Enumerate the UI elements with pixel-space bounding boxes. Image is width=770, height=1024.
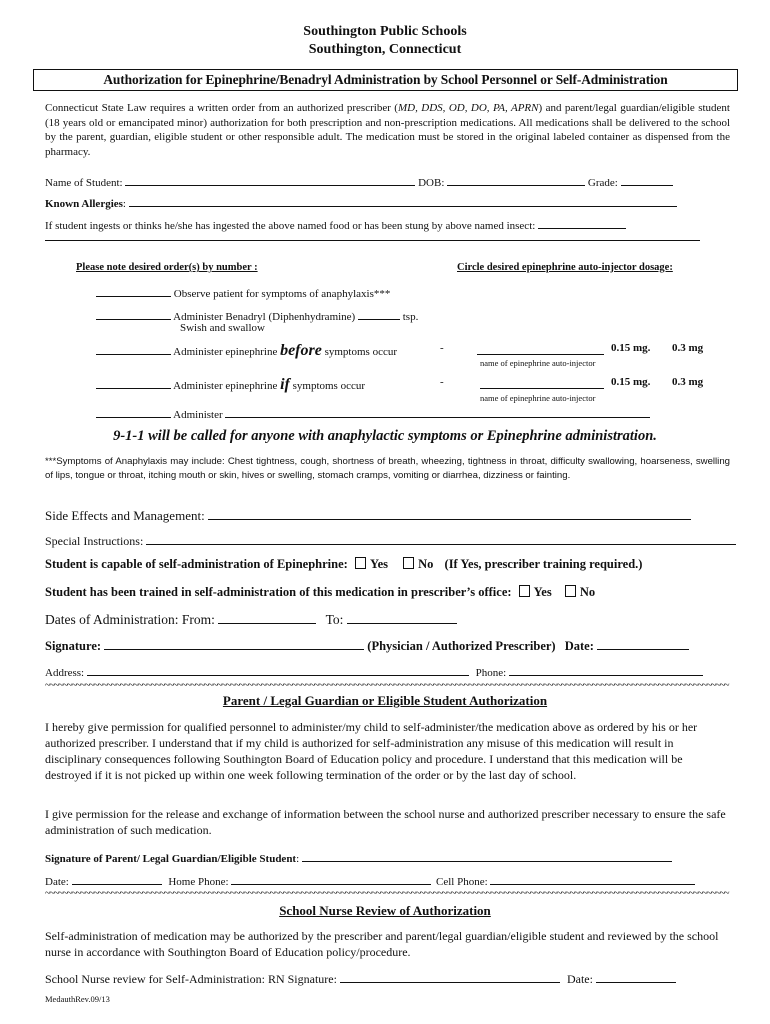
cell-phone-field[interactable] — [490, 872, 695, 885]
self-admin-yes-label: Yes — [369, 557, 388, 571]
home-phone-label: Home Phone: — [168, 876, 229, 888]
order-epi-before — [96, 342, 397, 360]
trained-no-checkbox[interactable] — [565, 585, 576, 597]
ingest-label: If student ingests or thinks he/she has ingested the above named food or has been stung by above named insect: — [45, 220, 536, 232]
epi-before-injector-caption: name of epinephrine auto-injector — [480, 358, 596, 368]
order-benadryl-label: Administer Benadryl (Diphenhydramine) — [173, 311, 356, 323]
order-observe-label: Observe patient for symptoms of anaphylaxis*** — [173, 288, 391, 300]
separator-2: ~~~~~~~~~~~~~~~~~~~~~~~~~~~~~~~~~~~~~~~~~~~~~~~~~~~~~~~~~~~~~~~~~~~~~~~~~~~~~~~~~~~~~~~~~~~~~~~~~~~~~~~~~~~~~~~~~~~~~~~~~~~~~~~~~~~~~~~~~~~~~~~~~~~~~~~~~~~ — [45, 888, 729, 899]
order-benadryl-number[interactable] — [96, 307, 171, 320]
nurse-review-row: School Nurse review for Self-Administration: RN Signature: Date: — [45, 970, 676, 987]
intro-paragraph: Connecticut State Law requires a written order from an authorized prescriber (MD, DDS, OD, DO, PA, APRN) and parent/legal guardian/eligible student (18 years old or emancipated minor) authorization for both prescription and non-prescription medications. All medications shall be delivered to the school by the parent, guardian, eligible student or other responsible adult. The medication must be stored in the original labeled container as dispensed from the pharmacy. — [45, 102, 730, 158]
revision-footer: MedauthRev.09/13 — [45, 994, 110, 1004]
benadryl-amount-field[interactable] — [358, 307, 400, 320]
swish-label: Swish and swallow — [180, 322, 265, 334]
order-observe-number[interactable] — [96, 284, 171, 297]
grade-field[interactable] — [621, 173, 673, 186]
prescriber-signature-row: Signature: (Physician / Authorized Prescriber) Date: — [45, 637, 689, 654]
tsp-label: tsp. — [402, 311, 419, 323]
self-admin-no-label: No — [418, 557, 434, 571]
nurse-paragraph: Self-administration of medication may be authorized by the prescriber and parent/legal guardian/eligible student and reviewed by the school nurse in accordance with Southington Board of Education policy/procedure. — [45, 929, 719, 959]
nurse-date-field[interactable] — [596, 970, 676, 983]
student-name-row — [45, 173, 673, 189]
epi-before-dose-03[interactable]: 0.3 mg — [672, 342, 704, 354]
phone-field[interactable] — [509, 663, 703, 676]
nurse-date-label: Date: — [566, 972, 593, 986]
home-phone-field[interactable] — [231, 872, 431, 885]
allergies-row: Known Allergies: — [45, 194, 677, 210]
epi-before-injector-field[interactable] — [477, 342, 604, 355]
trained-yes-label: Yes — [533, 585, 552, 599]
parent-paragraph-2: I give permission for the release and exchange of information between the school nurse and authorized prescriber necessary to ensure the safe administration of such medication. — [45, 807, 726, 837]
address-field[interactable] — [87, 663, 469, 676]
parent-paragraph-1: I hereby give permission for qualified personnel to administer/my child to self-administer/the medication above as ordered by his or her authorized prescriber. I understand that if my child is authorized for self-administration any misuse of this medication will result in disciplinary consequences following Southington Board of Education policy and procedure. I understand that this medication will be destroyed if it is not picked up within one week following termination of the order or by the last day of school. — [45, 720, 698, 782]
parent-date-field[interactable] — [72, 872, 162, 885]
special-instructions-field[interactable] — [146, 532, 736, 545]
title-box — [33, 69, 738, 91]
order-benadryl — [96, 307, 418, 323]
symptoms-note: ***Symptoms of Anaphylaxis may include: Chest tightness, cough, shortness of breath, wheezing, tightness in throat, difficulty swallowing, hoarseness, swelling of lips, tongue or throat, itching mouth or skin, hives or swelling, stomach cramps, vomiting or diarrhea, dizziness or fainting. — [45, 456, 730, 481]
epi-if-injector-caption: name of epinephrine auto-injector — [480, 393, 596, 403]
order-observe — [96, 284, 390, 300]
cell-phone-label: Cell Phone: — [436, 876, 488, 888]
orders-heading: Please note desired order(s) by number : — [76, 262, 258, 273]
ingest-row — [45, 216, 626, 232]
prescriber-signature-field[interactable] — [104, 637, 364, 650]
order-epi-if — [96, 376, 365, 394]
emergency-statement: 9-1-1 will be called for anyone with anaphylactic symptoms or Epinephrine administration. — [113, 428, 657, 444]
dosage-heading: Circle desired epinephrine auto-injector dosage: — [457, 262, 673, 273]
dob-field[interactable] — [447, 173, 585, 186]
dates-row — [45, 611, 457, 628]
order-other-field[interactable] — [225, 405, 650, 418]
form-title: Authorization for Epinephrine/Benadryl Administration by School Personnel or Self-Administration — [103, 72, 668, 87]
nurse-review-label: School Nurse review for Self-Administration: RN Signature — [45, 972, 334, 986]
student-name-label: Name of Student: — [45, 177, 123, 189]
address-label: Address: — [45, 667, 85, 679]
ingest-line-2[interactable] — [45, 240, 700, 241]
prescriber-signature-label: Signature — [45, 639, 97, 653]
side-effects-field[interactable] — [208, 506, 691, 520]
epi-before-dash: - — [440, 342, 444, 354]
prescriber-signature-role: (Physician / Authorized Prescriber) — [367, 639, 556, 653]
dob-label: DOB: — [418, 177, 445, 189]
parent-signature-label: Signature of Parent/ Legal Guardian/Eligible Student — [45, 853, 297, 865]
parent-heading: Parent / Legal Guardian or Eligible Student Authorization — [222, 693, 548, 708]
order-other — [96, 405, 650, 421]
epi-if-injector-field[interactable] — [480, 376, 604, 389]
trained-yes-checkbox[interactable] — [519, 585, 530, 597]
phone-label: Phone: — [475, 667, 507, 679]
epi-before-emphasis: before — [280, 342, 322, 359]
address-row — [45, 663, 703, 679]
epi-if-dash: - — [440, 376, 444, 388]
epi-if-suffix: symptoms occur — [292, 380, 366, 392]
epi-before-dose-015[interactable]: 0.15 mg. — [611, 342, 651, 354]
epi-if-emphasis: if — [280, 376, 290, 393]
epi-if-label: Administer epinephrine — [173, 380, 278, 392]
allergies-field[interactable] — [129, 194, 677, 207]
side-effects-label: Side Effects and Management: — [45, 508, 205, 523]
grade-label: Grade: — [587, 177, 618, 189]
student-name-field[interactable] — [125, 173, 415, 186]
special-instructions-label: Special Instructions: — [45, 534, 144, 548]
self-admin-label: Student is capable of self-administration of Epinephrine: — [45, 557, 348, 571]
order-epi-if-number[interactable] — [96, 376, 171, 389]
nurse-heading: School Nurse Review of Authorization — [279, 903, 491, 918]
dates-from-label: Dates of Administration: From: — [45, 612, 215, 627]
school-city: Southington, Connecticut — [308, 42, 462, 57]
trained-label: Student has been trained in self-administration of this medication in prescriber’s office: — [45, 585, 512, 599]
side-effects-row — [45, 506, 691, 524]
self-admin-note: (If Yes, prescriber training required.) — [444, 557, 643, 571]
rn-signature-field[interactable] — [340, 970, 560, 983]
parent-date-label: Date: — [45, 876, 69, 888]
special-instructions-row — [45, 532, 736, 549]
dates-to-field[interactable] — [347, 611, 457, 624]
epi-before-label: Administer epinephrine — [173, 346, 278, 358]
prescriber-date-field[interactable] — [597, 637, 689, 650]
dates-from-field[interactable] — [218, 611, 316, 624]
allergies-label: Known Allergies — [45, 198, 123, 210]
epi-if-dose-015[interactable]: 0.15 mg. — [611, 376, 651, 388]
parent-signature-field[interactable] — [302, 849, 672, 862]
order-other-number[interactable] — [96, 405, 171, 418]
prescriber-date-label: Date: — [564, 639, 594, 653]
parent-signature-row: Signature of Parent/ Legal Guardian/Eligible Student: — [45, 849, 672, 865]
dates-to-label: To: — [325, 612, 344, 627]
ingest-field[interactable] — [538, 216, 626, 229]
self-admin-no-checkbox[interactable] — [403, 557, 414, 569]
school-name: Southington Public Schools — [303, 24, 467, 39]
separator-1: ~~~~~~~~~~~~~~~~~~~~~~~~~~~~~~~~~~~~~~~~~~~~~~~~~~~~~~~~~~~~~~~~~~~~~~~~~~~~~~~~~~~~~~~~~~~~~~~~~~~~~~~~~~~~~~~~~~~~~~~~~~~~~~~~~~~~~~~~~~~~~~~~~~~~~~~~~~~ — [45, 680, 729, 691]
epi-if-dose-03[interactable]: 0.3 mg — [672, 376, 704, 388]
trained-row — [45, 585, 595, 600]
parent-contact-row — [45, 872, 695, 888]
trained-no-label: No — [579, 585, 596, 599]
epi-before-suffix: symptoms occur — [324, 346, 398, 358]
self-admin-yes-checkbox[interactable] — [355, 557, 366, 569]
order-epi-before-number[interactable] — [96, 342, 171, 355]
self-admin-row — [45, 557, 642, 572]
order-other-label: Administer — [173, 409, 223, 421]
